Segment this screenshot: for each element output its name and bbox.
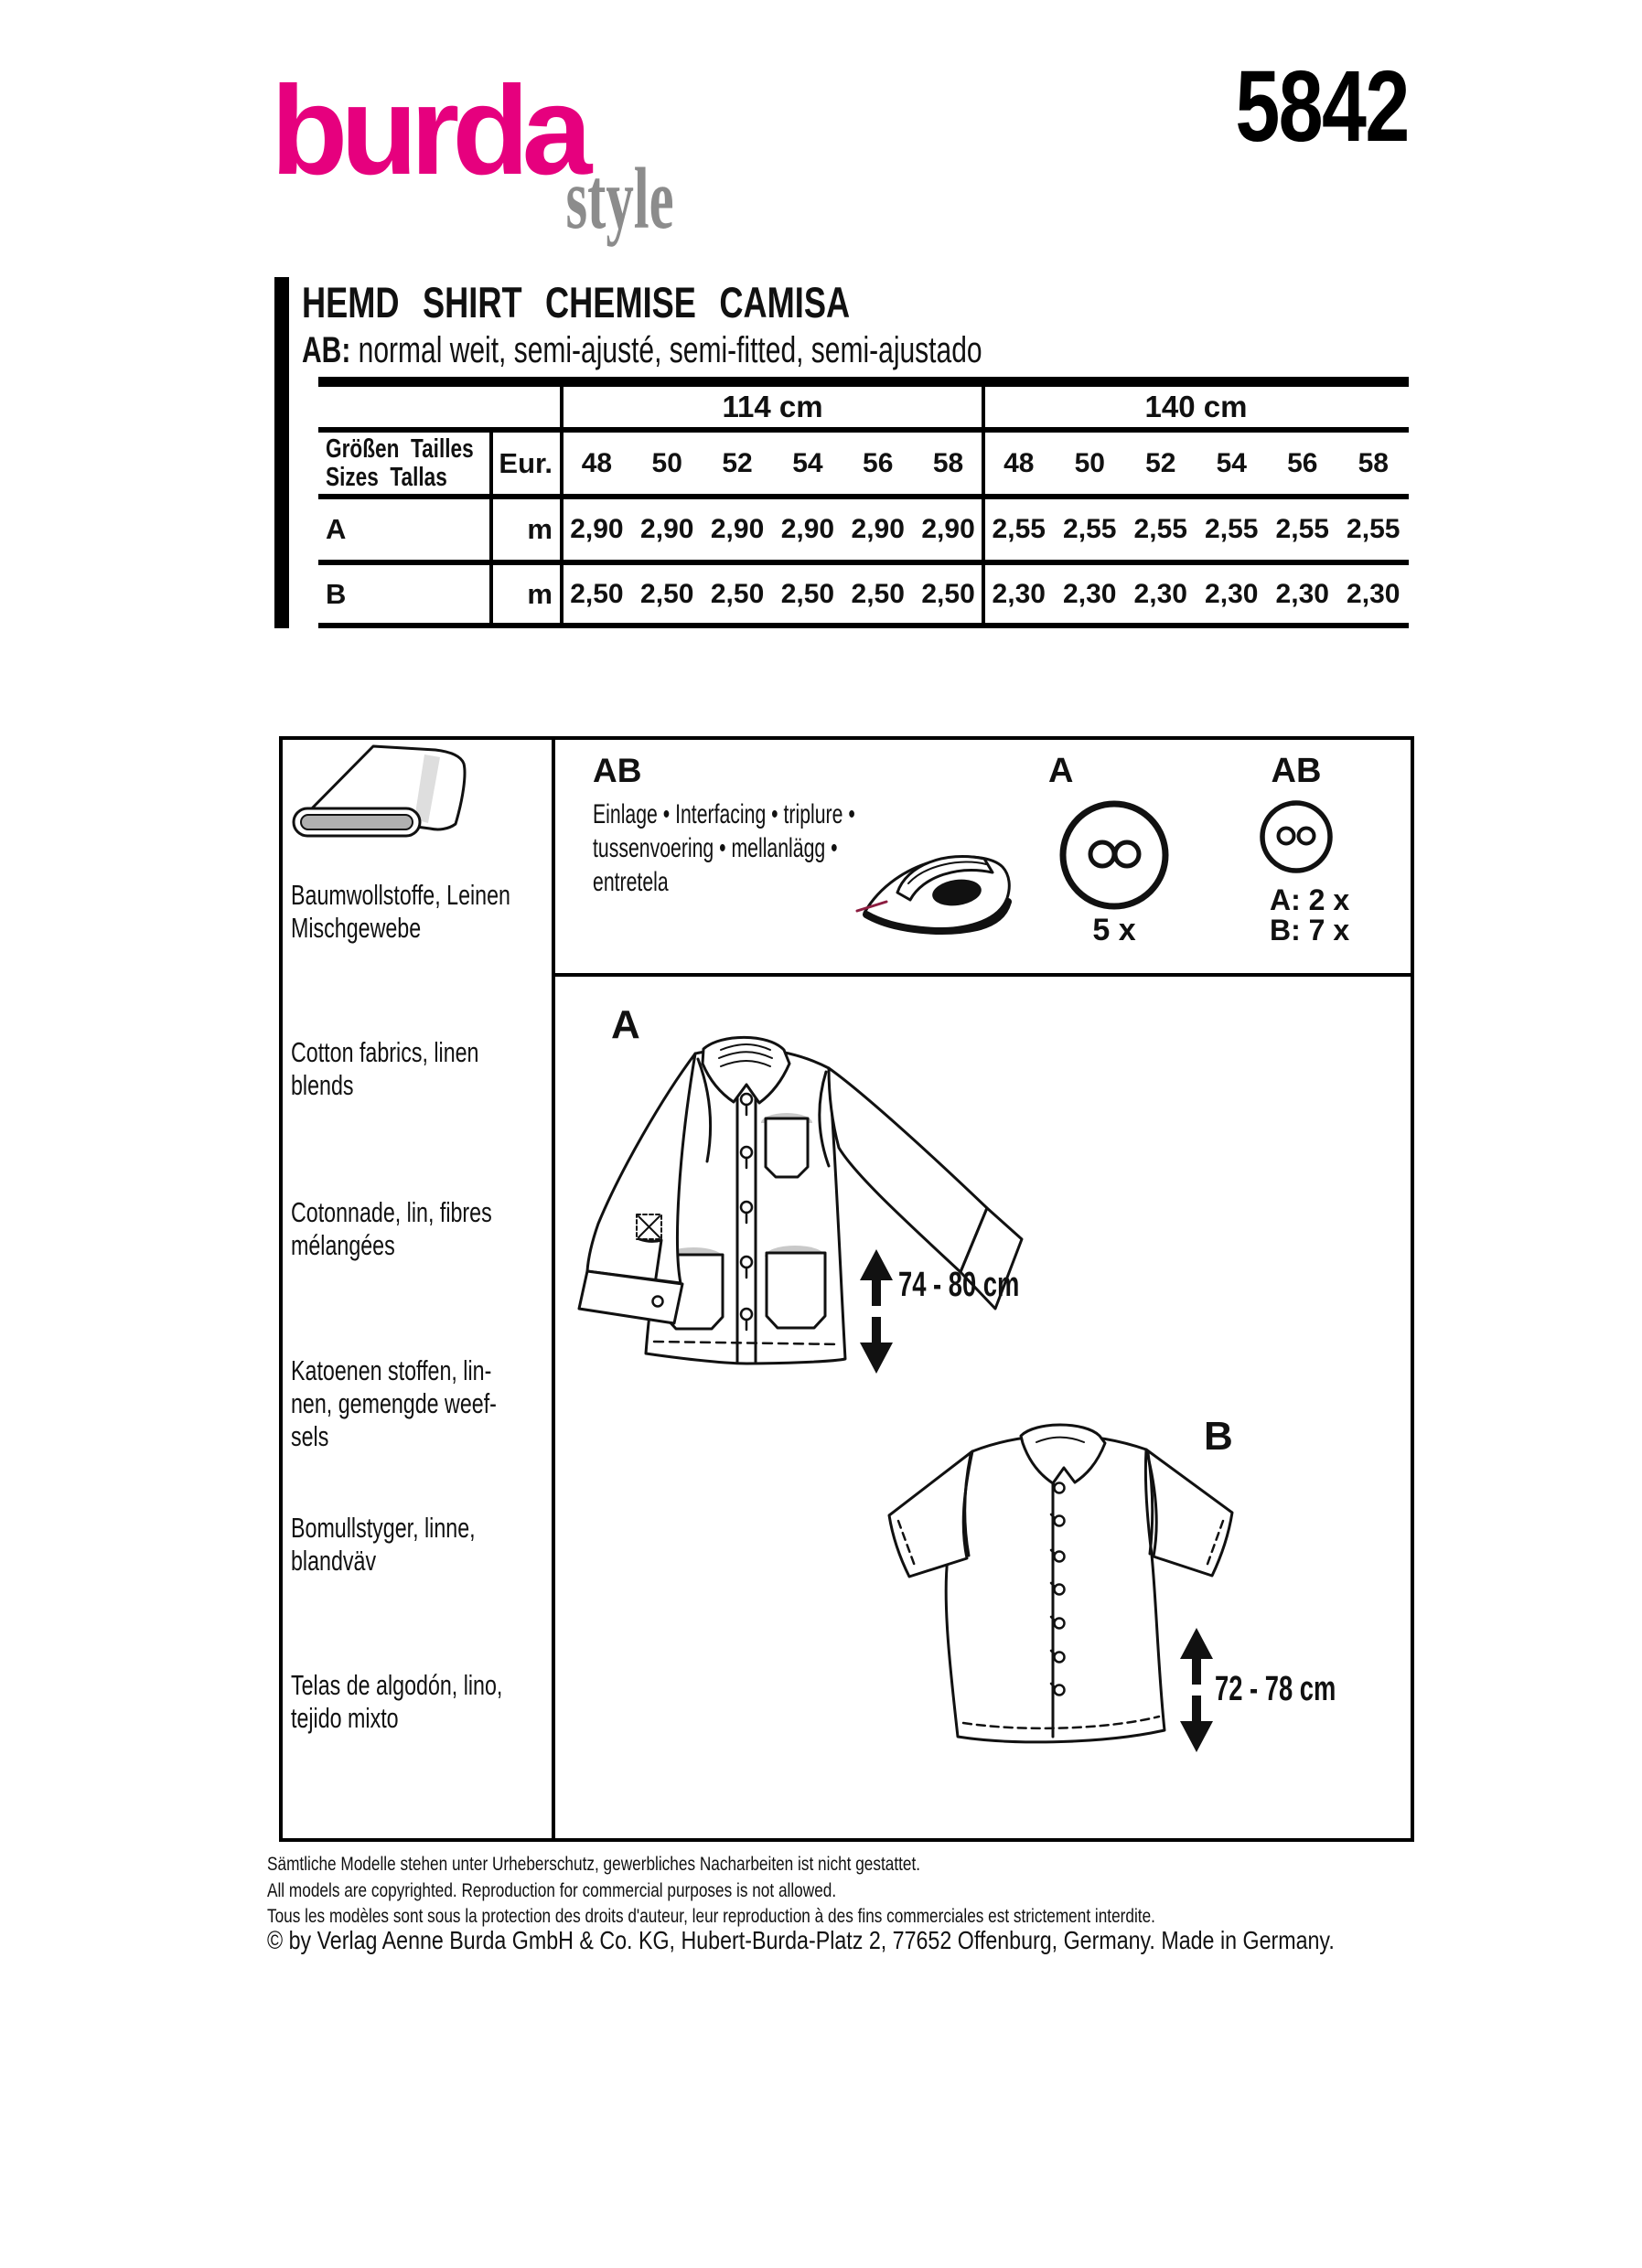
burda-logo: burda [271, 60, 585, 201]
panel-horizontal-divider [555, 973, 1411, 977]
fit-text: normal weit, semi-ajusté, semi-fitted, semi-ajustado [358, 330, 982, 370]
button-ab-views-label: AB [1271, 752, 1322, 790]
sizes-140: 48 50 52 54 56 58 [1003, 447, 1389, 478]
view-b-label: B [1204, 1414, 1233, 1459]
copyright-line-en: All models are copyrighted. Reproduction for commercial purposes is not allowed. [267, 1880, 837, 1901]
table-row-view-a [318, 499, 1409, 560]
row-label: A [326, 513, 347, 545]
fabric-quantity-table [318, 377, 1409, 628]
copyright-line-de: Sämtliche Modelle stehen unter Urheberschutz, gewerbliches Nacharbeiten ist nicht gestattet. [267, 1854, 921, 1875]
button-a-quantity: 5 x [1092, 913, 1136, 947]
fabric-width-140-header: 140 cm [1144, 390, 1248, 423]
length-arrow-a-icon [858, 1249, 895, 1374]
button-ab-icon [1258, 798, 1335, 875]
row-a-values-114: 2,90 2,90 2,90 2,90 2,90 2,90 [570, 514, 975, 544]
eur-header: Eur. [499, 446, 553, 479]
table-row-view-b [318, 565, 1409, 623]
fabric-text-en: Cotton fabrics, linen blends [291, 1036, 479, 1101]
fabric-width-114-header: 114 cm [722, 390, 823, 423]
fabric-text-de: Baumwollstoffe, Leinen Mischgewebe [291, 879, 510, 944]
button-ab-quantities: A: 2 x B: 7 x [1270, 883, 1350, 947]
fabric-text-fr: Cotonnade, lin, fibres mélangées [291, 1196, 492, 1261]
interfacing-views-label: AB [593, 752, 642, 789]
sizes-114: 48 50 52 54 56 58 [581, 447, 964, 478]
fabric-text-es: Telas de algodón, lino, tejido mixto [291, 1669, 503, 1734]
pattern-number: 5842 [1235, 50, 1409, 163]
interfacing-text: Einlage • Interfacing • triplure • tussenvoering • mellanlägg • entretela [593, 799, 855, 897]
copyright-line-publisher: © by Verlag Aenne Burda GmbH & Co. KG, Hubert-Burda-Platz 2, 77652 Offenburg, Germany. Made in Germany. [267, 1926, 1335, 1954]
button-a-views-label: A [1048, 752, 1074, 790]
row-b-values-114: 2,50 2,50 2,50 2,50 2,50 2,50 [570, 578, 975, 609]
copyright-line-fr: Tous les modèles sont sous la protection des droits d'auteur, leur reproduction à des fins commerciales est strictement interdite. [267, 1906, 1155, 1927]
sizes-row [318, 433, 1409, 494]
sizes-row-header: Größen Tailles Sizes Tallas [326, 433, 474, 492]
fit-description [302, 332, 1208, 369]
view-a-length-label: 74 - 80 cm [898, 1266, 1020, 1304]
button-a-icon [1055, 796, 1174, 915]
row-a-values-140: 2,55 2,55 2,55 2,55 2,55 2,55 [992, 514, 1401, 544]
view-b-length-label: 72 - 78 cm [1215, 1670, 1336, 1708]
fabric-text-sv: Bomullstyger, linne, blandväv [291, 1512, 476, 1577]
row-label: B [326, 577, 347, 610]
table-top-bar [318, 377, 1409, 387]
garment-title: HEMD SHIRT CHEMISE CAMISA [302, 278, 851, 326]
row-unit: m [527, 513, 553, 545]
shirt-a-drawing [567, 1006, 1061, 1381]
burda-style-logo-sub: style [565, 150, 674, 247]
fit-views-label: AB: [302, 330, 351, 370]
length-arrow-b-icon [1178, 1628, 1215, 1752]
row-b-values-140: 2,30 2,30 2,30 2,30 2,30 2,30 [992, 578, 1401, 609]
view-a-label: A [611, 1002, 640, 1047]
fabric-text-nl: Katoenen stoffen, lin- nen, gemengde weef- sels [291, 1354, 497, 1452]
row-unit: m [527, 577, 553, 610]
title-accent-bar [274, 277, 289, 628]
iron-icon [853, 834, 1018, 948]
